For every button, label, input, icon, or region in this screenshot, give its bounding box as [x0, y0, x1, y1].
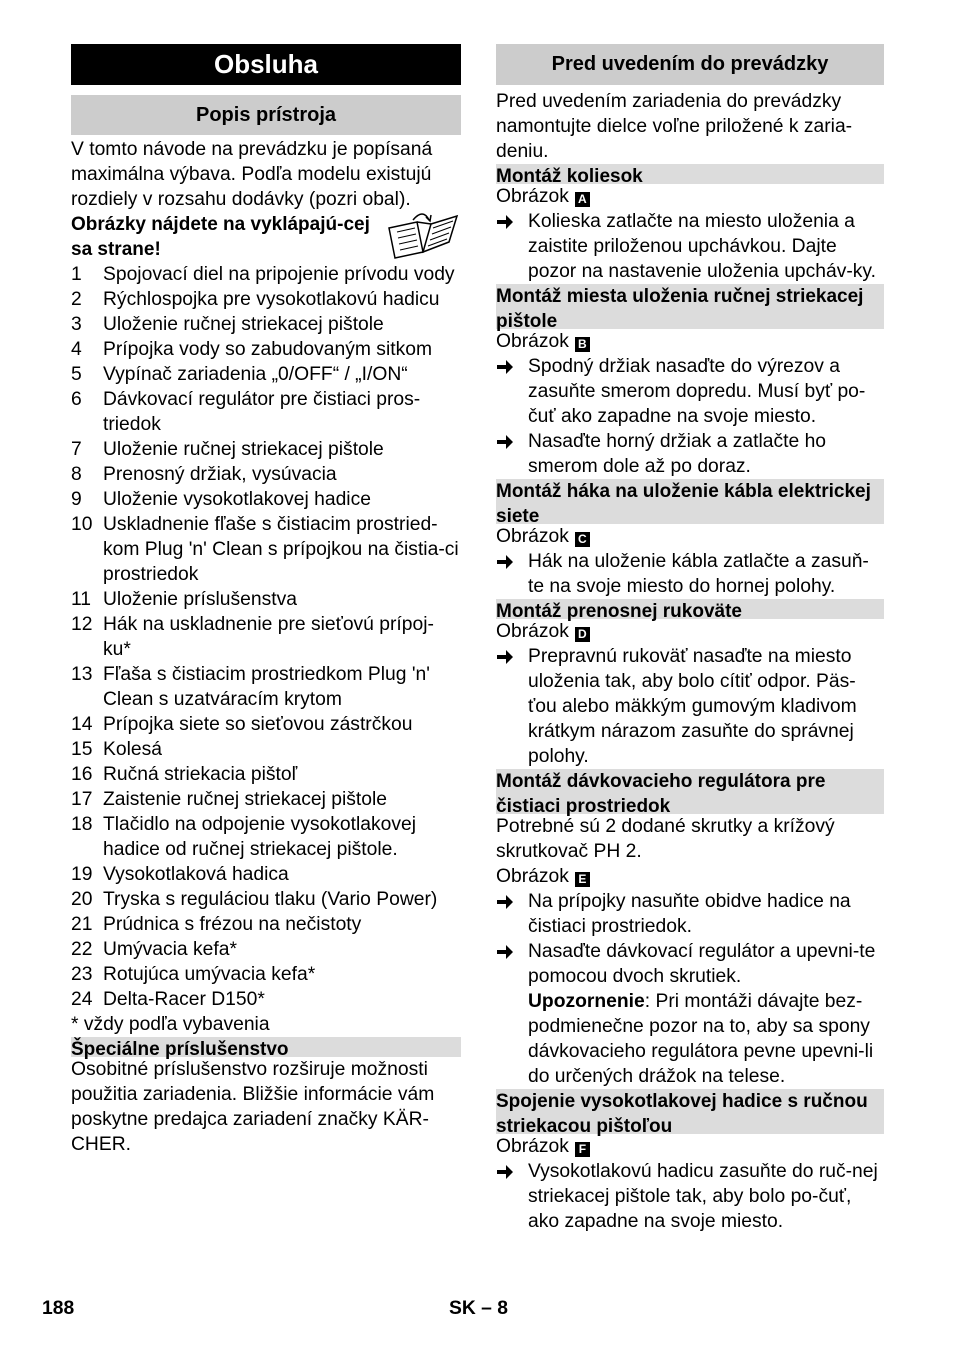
list-item — [71, 487, 461, 512]
list-item — [71, 662, 461, 712]
list-item-number: 9 — [71, 489, 82, 510]
list-item-text: Fľaša s čistiacim prostriedkom Plug 'n' Clean s uzatváracím krytom — [103, 664, 430, 710]
list-item-text: Dávkovací regulátor pre čistiaci pros-triedok — [103, 389, 421, 435]
subsection-title: Montáž dávkovacieho regulátora pre čistiaci prostriedok — [496, 769, 884, 814]
figure-letter: A — [575, 192, 590, 207]
list-item — [71, 787, 461, 812]
section-title-device-description: Popis prístroja — [71, 95, 461, 135]
list-item-text: Uskladnenie fľaše s čistiacim prostried-kom Plug 'n' Clean s prípojkou na čistia-ci prostriedok — [103, 514, 459, 585]
list-item-text: Vypínač zariadenia „0/OFF“ / „I/ON“ — [103, 364, 408, 385]
list-item — [71, 712, 461, 737]
list-item-number: 20 — [71, 889, 93, 910]
instruction-step-text: Nasaďte dávkovací regulátor a upevni-te pomocou dvoch skrutiek. — [528, 941, 876, 987]
instruction-step-text: Kolieska zatlačte na miesto uloženia a zaistite priloženou upchávkou. Dajte pozor na nastavenie uloženia upcháv-ky. — [528, 211, 876, 282]
list-item-number: 17 — [71, 789, 93, 810]
list-item — [71, 362, 461, 387]
steps — [496, 354, 884, 479]
figure-letter: D — [575, 627, 590, 642]
list-item-text: Hák na uskladnenie pre sieťovú prípoj-ku* — [103, 614, 434, 660]
list-item-text: Prenosný držiak, vysúvacia — [103, 464, 337, 485]
list-item-text: Delta-Racer D150* — [103, 989, 265, 1010]
instruction-step-text: Nasaďte horný držiak a zatlačte ho smerom dole až po doraz. — [528, 431, 827, 477]
list-item — [71, 862, 461, 887]
list-item-number: 19 — [71, 864, 93, 885]
section-title-before-startup: Pred uvedením do prevádzky — [496, 44, 884, 85]
steps — [496, 209, 884, 284]
footnote: * vždy podľa vybavenia — [71, 1014, 270, 1035]
instruction-step-text: Prepravnú rukoväť nasaďte na miesto uloženia tak, aby bolo cítiť odpor. Päs-ťou alebo mäkkým gumovým kladivom krátkym nárazom zasuňte do správnej polohy. — [528, 646, 857, 767]
list-item — [71, 462, 461, 487]
subsection-title: Spojenie vysokotlakovej hadice s ručnou striekacou pištoľou — [496, 1089, 884, 1134]
list-item — [71, 737, 461, 762]
open-book-icon — [383, 210, 461, 260]
instruction-step — [496, 209, 884, 284]
subsection-title: Montáž koliesok — [496, 164, 884, 184]
steps — [496, 889, 884, 989]
figure-ref — [496, 619, 884, 644]
figure-ref — [496, 184, 884, 209]
list-item-text: Prípojka vody so zabudovaným sitkom — [103, 339, 433, 360]
figure-letter: C — [575, 532, 590, 547]
instruction-step — [496, 644, 884, 769]
arrow-right-icon — [496, 939, 528, 989]
right-column — [496, 44, 884, 1234]
figure-label: Obrázok — [496, 526, 569, 547]
list-item — [71, 887, 461, 912]
instruction-step — [496, 429, 884, 479]
list-item-number: 16 — [71, 764, 93, 785]
instruction-step-text: Spodný držiak nasaďte do výrezov a zasuňte smerom dopredu. Musí byť po-čuť ako zapadne na svoje miesto. — [528, 356, 866, 427]
list-item — [71, 387, 461, 437]
page-number: 188 — [42, 1298, 75, 1319]
section-page-number: SK – 8 — [449, 1298, 508, 1319]
instruction-step — [496, 889, 884, 939]
instruction-step-text: Na prípojky nasuňte obidve hadice na čistiaci prostriedok. — [528, 891, 851, 937]
list-item-text: Rýchlospojka pre vysokotlakovú hadicu — [103, 289, 440, 310]
list-item-text: Uloženie vysokotlakovej hadice — [103, 489, 371, 510]
arrow-right-icon — [496, 354, 528, 429]
instruction-step — [496, 549, 884, 599]
instruction-step — [496, 939, 884, 989]
figure-letter: E — [575, 872, 590, 887]
note-label: Upozornenie — [528, 991, 645, 1012]
list-item — [71, 437, 461, 462]
figure-letter: F — [575, 1142, 590, 1157]
list-item-number: 4 — [71, 339, 82, 360]
figure-label: Obrázok — [496, 1136, 569, 1157]
list-item-number: 2 — [71, 289, 82, 310]
list-item — [71, 587, 461, 612]
subsection-title: Montáž háka na uloženie kábla elektrickej siete — [496, 479, 884, 524]
list-item-number: 14 — [71, 714, 93, 735]
list-item-number: 10 — [71, 514, 93, 535]
steps — [496, 644, 884, 769]
list-item-number: 1 — [71, 264, 82, 285]
list-item — [71, 512, 461, 587]
list-item — [71, 287, 461, 312]
list-item — [71, 962, 461, 987]
list-item — [71, 337, 461, 362]
list-item-number: 22 — [71, 939, 93, 960]
list-item — [71, 937, 461, 962]
list-item-number: 8 — [71, 464, 82, 485]
instruction-step — [496, 1159, 884, 1234]
parts-list — [71, 262, 461, 1012]
arrow-right-icon — [496, 889, 528, 939]
figure-ref — [496, 864, 884, 889]
list-item-text: Rotujúca umývacia kefa* — [103, 964, 316, 985]
list-item-number: 6 — [71, 389, 82, 410]
list-item-text: Vysokotlaková hadica — [103, 864, 289, 885]
figure-ref — [496, 329, 884, 354]
list-item-number: 13 — [71, 664, 93, 685]
list-item-text: Spojovací diel na pripojenie prívodu vody — [103, 264, 455, 285]
chapter-title: Obsluha — [71, 44, 461, 85]
list-item-text: Uloženie ručnej striekacej pištole — [103, 439, 384, 460]
figure-label: Obrázok — [496, 621, 569, 642]
left-column — [71, 44, 461, 1157]
dosing-prerequisite: Potrebné sú 2 dodané skrutky a krížový skrutkovač PH 2. — [496, 816, 835, 862]
list-item-text: Uloženie ručnej striekacej pištole — [103, 314, 384, 335]
instruction-step — [496, 354, 884, 429]
list-item-text: Kolesá — [103, 739, 162, 760]
dosing-note — [496, 989, 884, 1089]
figure-ref — [496, 524, 884, 549]
figure-label: Obrázok — [496, 866, 569, 887]
subsection-title: Montáž prenosnej rukoväte — [496, 599, 884, 619]
list-item — [71, 262, 461, 287]
list-item — [71, 987, 461, 1012]
list-item-text: Tlačidlo na odpojenie vysokotlakovej hadice od ručnej striekacej pištole. — [103, 814, 416, 860]
list-item-text: Uloženie príslušenstva — [103, 589, 297, 610]
instruction-step-text: Hák na uloženie kábla zatlačte a zasuň-te na svoje miesto do hornej polohy. — [528, 551, 869, 597]
list-item-number: 23 — [71, 964, 93, 985]
list-item-text: Zaistenie ručnej striekacej pištole — [103, 789, 387, 810]
list-item — [71, 912, 461, 937]
steps — [496, 1159, 884, 1234]
arrow-right-icon — [496, 549, 528, 599]
figure-label: Obrázok — [496, 186, 569, 207]
arrow-right-icon — [496, 644, 528, 769]
arrow-right-icon — [496, 209, 528, 284]
list-item-number: 3 — [71, 314, 82, 335]
special-accessories-title: Špeciálne príslušenstvo — [71, 1037, 461, 1057]
list-item-number: 15 — [71, 739, 93, 760]
list-item — [71, 762, 461, 787]
list-item — [71, 812, 461, 862]
list-item-number: 24 — [71, 989, 93, 1010]
steps — [496, 549, 884, 599]
special-accessories-text: Osobitné príslušenstvo rozširuje možnosti použitia zariadenia. Bližšie informácie vám poskytne predajca zariadení značky KÄR-CHER. — [71, 1059, 435, 1155]
list-item-text: Umývacia kefa* — [103, 939, 237, 960]
list-item-number: 21 — [71, 914, 93, 935]
figure-label: Obrázok — [496, 331, 569, 352]
arrow-right-icon — [496, 429, 528, 479]
list-item-number: 5 — [71, 364, 82, 385]
figure-ref — [496, 1134, 884, 1159]
instruction-step-text: Vysokotlakovú hadicu zasuňte do ruč-nej striekacej pištole tak, aby bolo po-čuť, ako zapadne na svoje miesto. — [528, 1161, 878, 1232]
subsection-title: Montáž miesta uloženia ručnej striekacej pištole — [496, 284, 884, 329]
fold-out-note-text: Obrázky nájdete na vyklápajú-cej sa strane! — [71, 214, 370, 260]
list-item-text: Tryska s reguláciou tlaku (Vario Power) — [103, 889, 438, 910]
list-item — [71, 612, 461, 662]
list-item-number: 11 — [71, 589, 92, 610]
list-item-number: 12 — [71, 614, 93, 635]
arrow-right-icon — [496, 1159, 528, 1234]
list-item — [71, 312, 461, 337]
list-item-number: 18 — [71, 814, 93, 835]
intro-text: V tomto návode na prevádzku je popísaná maximálna výbava. Podľa modelu existujú rozdiely v rozsahu dodávky (pozri obal). — [71, 139, 433, 210]
list-item-text: Prípojka siete so sieťovou zástrčkou — [103, 714, 413, 735]
startup-intro: Pred uvedením zariadenia do prevádzky namontujte dielce voľne priložené k zaria-deniu. — [496, 91, 853, 162]
figure-letter: B — [575, 337, 590, 352]
note-text: : Pri montáži dávajte bez-podmienečne pozor na to, aby sa spony dávkovacieho regulátora pevne upevni-li do určených drážok na telese. — [528, 991, 874, 1087]
list-item-text: Ručná striekacia pištoľ — [103, 764, 298, 785]
list-item-number: 7 — [71, 439, 82, 460]
list-item-text: Prúdnica s frézou na nečistoty — [103, 914, 362, 935]
fold-out-note — [71, 212, 461, 262]
